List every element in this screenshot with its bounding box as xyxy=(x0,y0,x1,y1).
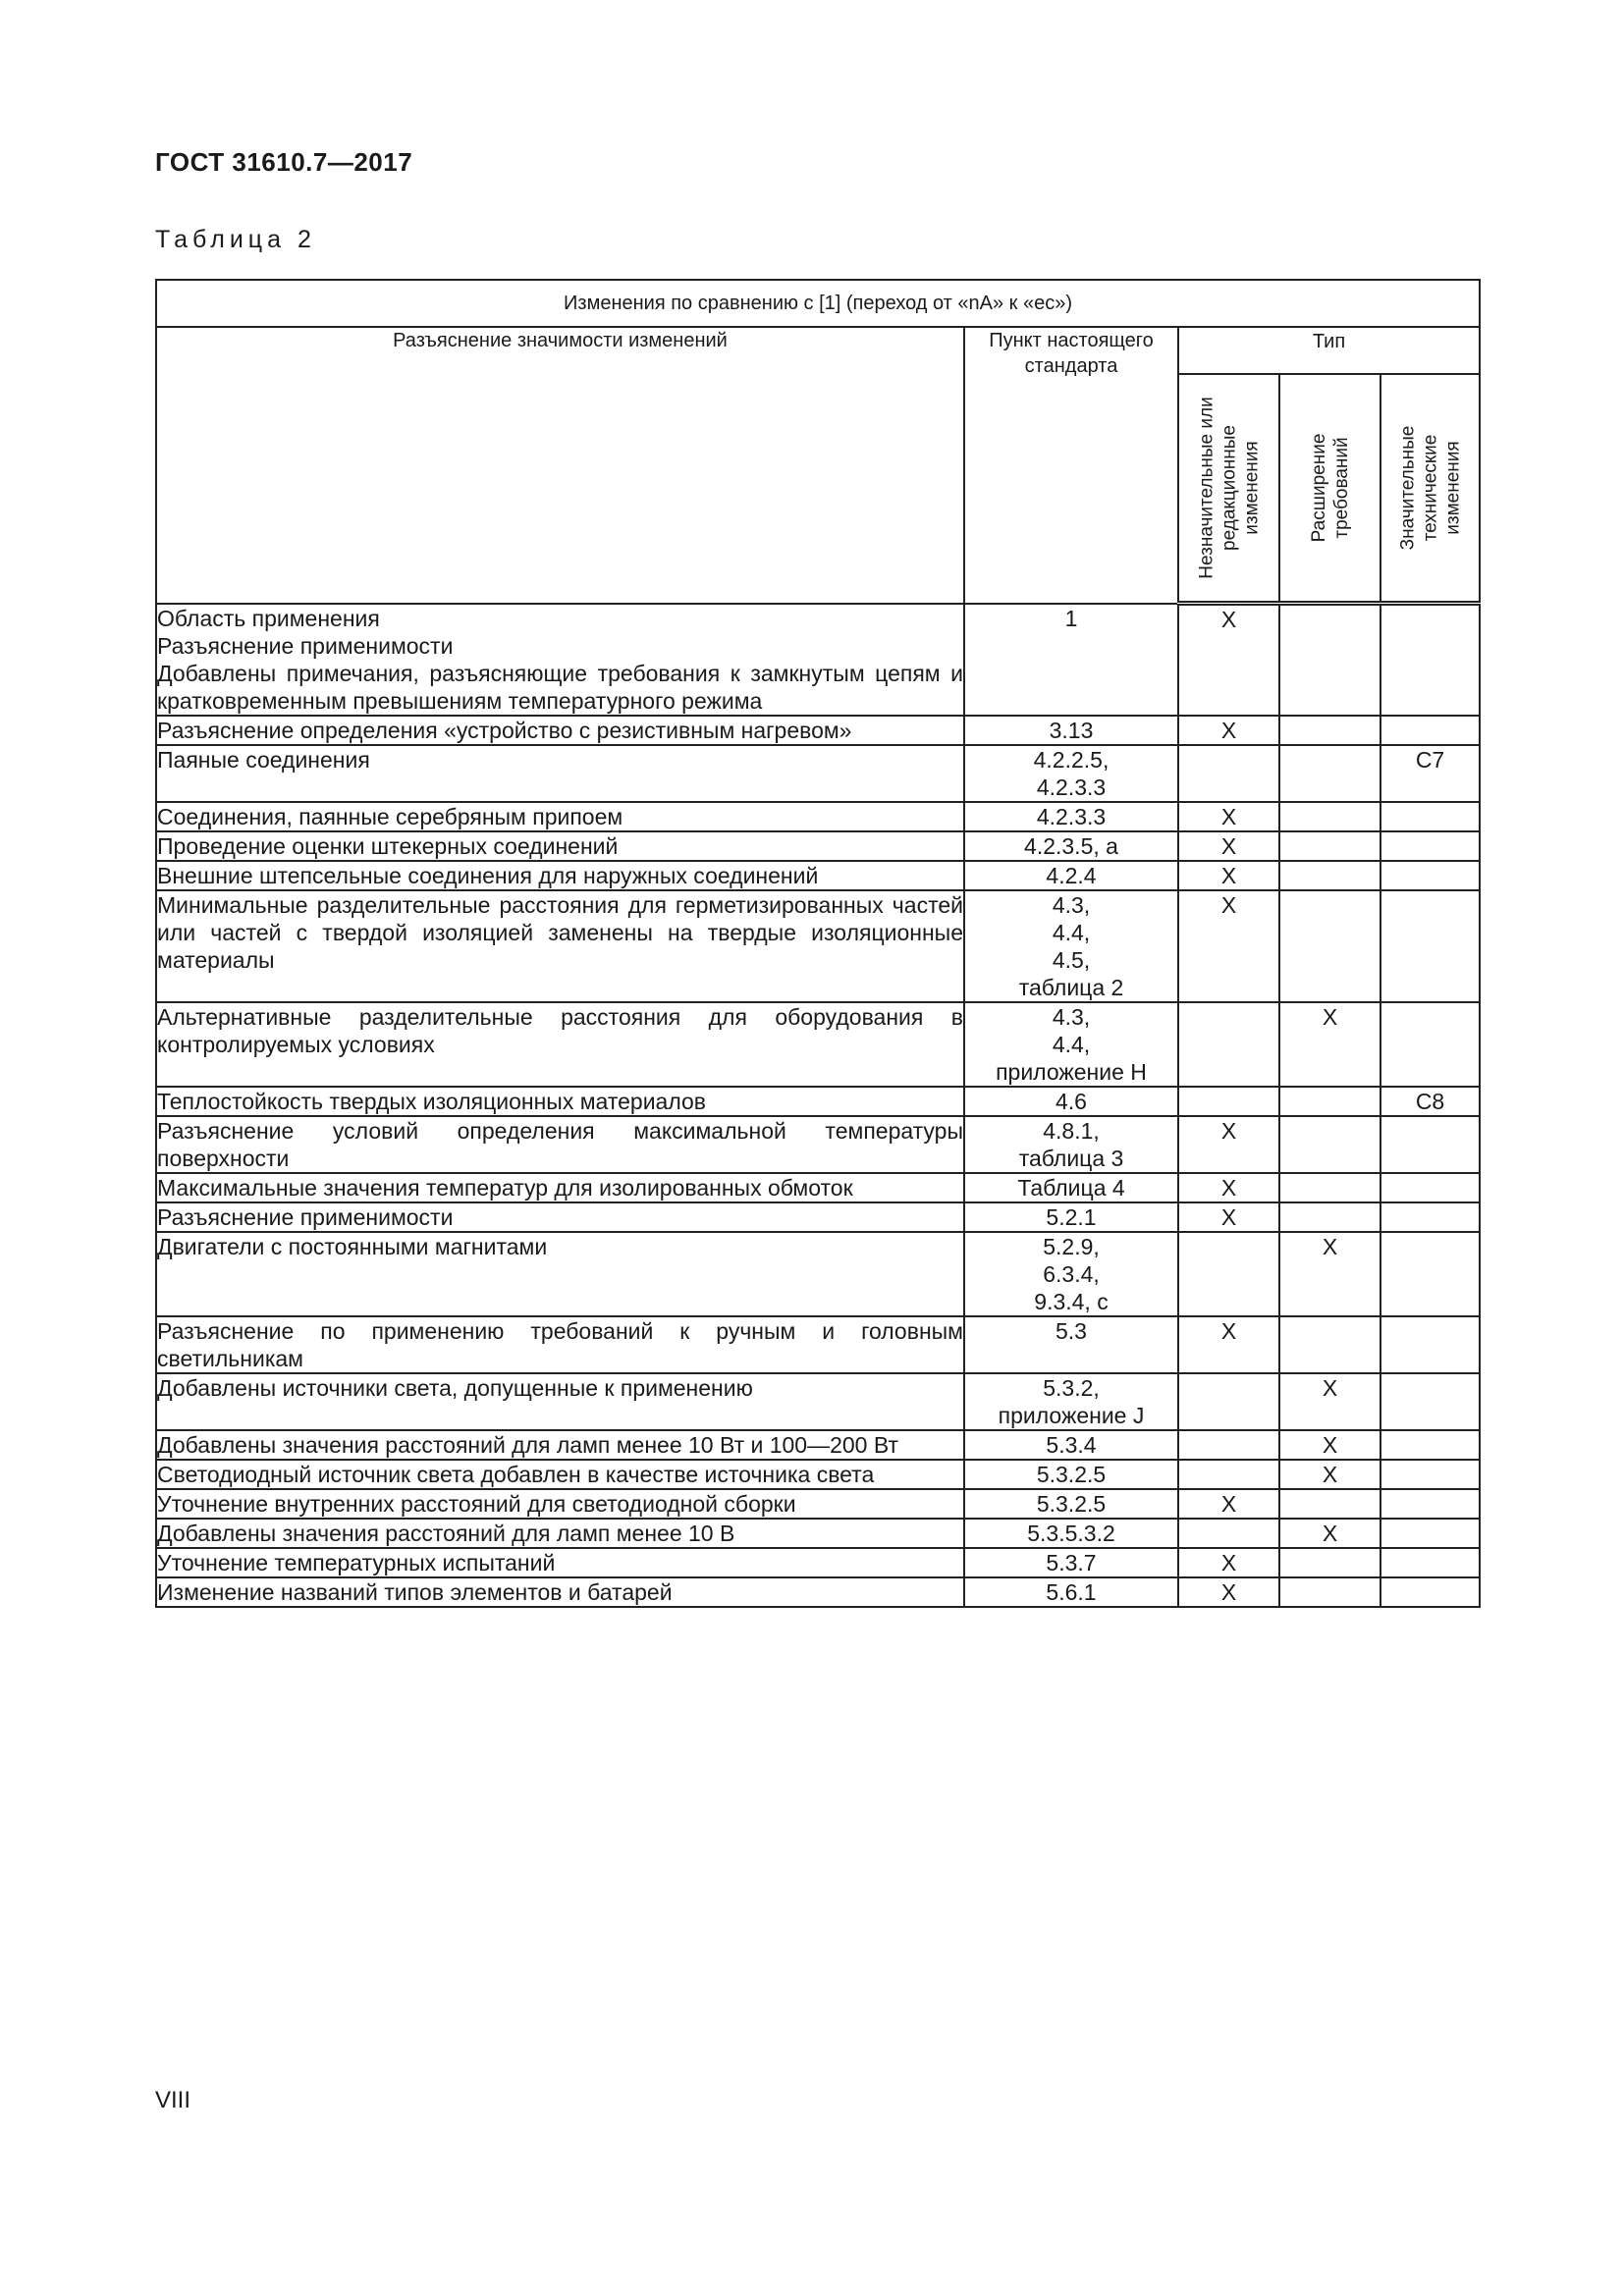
row-type-major xyxy=(1380,1519,1480,1548)
table-row xyxy=(156,1202,1480,1232)
header-description: Разъяснение значимости изменений xyxy=(156,327,964,604)
row-type-extension xyxy=(1279,1577,1380,1607)
row-description xyxy=(156,890,964,1002)
row-type-major xyxy=(1380,1202,1480,1232)
clause-line: 5.3.4 xyxy=(1046,1431,1097,1458)
row-type-minor: X xyxy=(1178,1577,1279,1607)
description-line: Паяные соединения xyxy=(157,746,370,773)
row-clause xyxy=(964,1087,1178,1116)
description-line: Альтернативные разделительные расстояния для оборудования в контролируемых условиях xyxy=(157,1003,963,1057)
table-row xyxy=(156,716,1480,745)
header-type-major: Значительные технические изменения xyxy=(1380,374,1480,604)
clause-line: приложение Н xyxy=(996,1058,1147,1085)
clause-line: 4.2.4 xyxy=(1046,862,1097,888)
row-description xyxy=(156,1548,964,1577)
row-type-major xyxy=(1380,1316,1480,1373)
row-type-minor xyxy=(1178,1430,1279,1460)
row-clause xyxy=(964,1173,1178,1202)
header-type: Тип xyxy=(1178,327,1480,374)
description-line: Область применения xyxy=(157,605,380,631)
row-type-minor: X xyxy=(1178,802,1279,831)
row-description xyxy=(156,1202,964,1232)
clause-line: 1 xyxy=(1064,605,1078,631)
row-type-minor: X xyxy=(1178,1489,1279,1519)
row-type-extension xyxy=(1279,890,1380,1002)
row-type-extension: X xyxy=(1279,1519,1380,1548)
header-type-minor: Незначительные или редакционные изменения xyxy=(1178,374,1279,604)
row-type-major xyxy=(1380,604,1480,716)
row-type-extension: X xyxy=(1279,1430,1380,1460)
row-clause xyxy=(964,745,1178,802)
row-type-minor xyxy=(1178,1232,1279,1316)
clause-line: 9.3.4, c xyxy=(1034,1288,1109,1314)
header-clause: Пункт настоящего стандарта xyxy=(964,327,1178,604)
row-type-extension xyxy=(1279,861,1380,890)
row-type-extension xyxy=(1279,1116,1380,1173)
row-type-extension: X xyxy=(1279,1002,1380,1087)
row-type-major xyxy=(1380,890,1480,1002)
row-type-extension xyxy=(1279,604,1380,716)
row-type-major xyxy=(1380,1232,1480,1316)
row-type-minor: X xyxy=(1178,1548,1279,1577)
description-line: Двигатели с постоянными магнитами xyxy=(157,1233,548,1259)
header-type-extension: Расширение требований xyxy=(1279,374,1380,604)
clause-line: таблица 2 xyxy=(1018,974,1124,1000)
row-type-extension xyxy=(1279,745,1380,802)
row-type-major xyxy=(1380,1548,1480,1577)
description-line: Уточнение внутренних расстояний для светодиодной сборки xyxy=(157,1490,796,1517)
row-type-major xyxy=(1380,716,1480,745)
row-type-minor: X xyxy=(1178,1116,1279,1173)
description-line: Уточнение температурных испытаний xyxy=(157,1549,556,1575)
clause-line: 4.3, xyxy=(1052,891,1091,918)
row-type-extension: X xyxy=(1279,1460,1380,1489)
row-description xyxy=(156,831,964,861)
row-type-extension: X xyxy=(1279,1373,1380,1430)
row-description xyxy=(156,802,964,831)
row-description xyxy=(156,1577,964,1607)
row-type-major xyxy=(1380,1489,1480,1519)
row-description xyxy=(156,1519,964,1548)
row-type-extension: X xyxy=(1279,1232,1380,1316)
clause-line: 4.2.3.5, a xyxy=(1024,832,1118,859)
row-description xyxy=(156,745,964,802)
row-type-minor xyxy=(1178,1373,1279,1430)
row-type-major xyxy=(1380,861,1480,890)
row-description xyxy=(156,1232,964,1316)
clause-line: 3.13 xyxy=(1049,717,1094,743)
row-type-minor: X xyxy=(1178,1202,1279,1232)
row-clause xyxy=(964,861,1178,890)
row-description xyxy=(156,1087,964,1116)
clause-line: 5.3.2.5 xyxy=(1036,1461,1107,1487)
description-line: Внешние штепсельные соединения для наружных соединений xyxy=(157,862,819,888)
clause-line: 4.3, xyxy=(1052,1003,1091,1030)
row-type-major xyxy=(1380,1116,1480,1173)
row-description xyxy=(156,1460,964,1489)
row-clause xyxy=(964,1577,1178,1607)
row-type-major xyxy=(1380,802,1480,831)
row-description xyxy=(156,1002,964,1087)
row-description xyxy=(156,1489,964,1519)
row-type-major xyxy=(1380,1002,1480,1087)
description-line: Разъяснение применимости xyxy=(157,1203,454,1230)
clause-line: 4.5, xyxy=(1052,946,1091,973)
row-clause xyxy=(964,716,1178,745)
description-line: Максимальные значения температур для изолированных обмоток xyxy=(157,1174,853,1201)
row-clause xyxy=(964,1489,1178,1519)
row-type-minor xyxy=(1178,1087,1279,1116)
row-type-minor xyxy=(1178,1519,1279,1548)
table-row xyxy=(156,1577,1480,1607)
row-type-extension xyxy=(1279,1173,1380,1202)
clause-line: 4.4, xyxy=(1052,1031,1091,1057)
document-title: ГОСТ 31610.7—2017 xyxy=(155,147,413,177)
row-clause xyxy=(964,1002,1178,1087)
clause-line: 5.2.9, xyxy=(1043,1233,1100,1259)
table-caption: Таблица 2 xyxy=(155,226,316,253)
clause-line: приложение J xyxy=(998,1402,1145,1428)
row-type-minor xyxy=(1178,1460,1279,1489)
row-description xyxy=(156,1373,964,1430)
table-row xyxy=(156,1519,1480,1548)
row-type-minor: X xyxy=(1178,1173,1279,1202)
clause-line: 5.6.1 xyxy=(1046,1578,1097,1605)
table-row xyxy=(156,745,1480,802)
row-description xyxy=(156,604,964,716)
row-clause xyxy=(964,1373,1178,1430)
row-type-extension xyxy=(1279,1202,1380,1232)
row-type-minor: X xyxy=(1178,861,1279,890)
row-type-extension xyxy=(1279,1316,1380,1373)
clause-line: таблица 3 xyxy=(1018,1145,1124,1171)
table-row xyxy=(156,1373,1480,1430)
description-line: Разъяснение условий определения максимальной температуры поверхности xyxy=(157,1117,963,1171)
table-row xyxy=(156,1173,1480,1202)
row-description xyxy=(156,1316,964,1373)
row-type-major xyxy=(1380,831,1480,861)
table-row xyxy=(156,802,1480,831)
clause-line: 5.3.5.3.2 xyxy=(1027,1520,1115,1546)
description-line: Добавлены значения расстояний для ламп менее 10 Вт и 100—200 Вт xyxy=(157,1431,898,1458)
changes-table xyxy=(155,279,1481,1608)
clause-line: 4.2.2.5, xyxy=(1033,746,1110,773)
description-line: Разъяснение определения «устройство с резистивным нагревом» xyxy=(157,717,852,743)
clause-line: 5.3.2, xyxy=(1043,1374,1100,1401)
table-row xyxy=(156,1116,1480,1173)
table-row xyxy=(156,1002,1480,1087)
row-clause xyxy=(964,604,1178,716)
clause-line: 4.2.3.3 xyxy=(1036,774,1107,800)
description-line: Соединения, паянные серебряным припоем xyxy=(157,803,623,829)
description-line: Минимальные разделительные расстояния для герметизированных частей или частей с твердой изоляцией заменены на твердые изоляционные материалы xyxy=(157,891,963,973)
clause-line: 4.4, xyxy=(1052,919,1091,945)
row-type-extension xyxy=(1279,831,1380,861)
row-description xyxy=(156,1430,964,1460)
row-clause xyxy=(964,831,1178,861)
clause-line: 5.2.1 xyxy=(1046,1203,1097,1230)
table-title: Изменения по сравнению с [1] (переход от «nA» к «ec») xyxy=(156,280,1480,327)
row-type-extension xyxy=(1279,1548,1380,1577)
table-row xyxy=(156,861,1480,890)
description-line: Разъяснение по применению требований к ручным и головным светильникам xyxy=(157,1317,963,1371)
row-description xyxy=(156,1116,964,1173)
row-type-major: C8 xyxy=(1380,1087,1480,1116)
table-row xyxy=(156,1489,1480,1519)
table-row xyxy=(156,1430,1480,1460)
row-description xyxy=(156,861,964,890)
description-line: Добавлены значения расстояний для ламп менее 10 В xyxy=(157,1520,735,1546)
row-type-extension xyxy=(1279,802,1380,831)
row-type-major xyxy=(1380,1373,1480,1430)
row-type-extension xyxy=(1279,1087,1380,1116)
row-clause xyxy=(964,1519,1178,1548)
description-line: Теплостойкость твердых изоляционных материалов xyxy=(157,1088,707,1114)
table-row xyxy=(156,890,1480,1002)
row-type-major xyxy=(1380,1173,1480,1202)
clause-line: Таблица 4 xyxy=(1017,1174,1125,1201)
row-clause xyxy=(964,890,1178,1002)
row-clause xyxy=(964,1548,1178,1577)
row-type-major: C7 xyxy=(1380,745,1480,802)
description-line: Светодиодный источник света добавлен в качестве источника света xyxy=(157,1461,875,1487)
description-line: Разъяснение применимости xyxy=(157,632,454,659)
table-row xyxy=(156,831,1480,861)
table-row xyxy=(156,1460,1480,1489)
row-type-major xyxy=(1380,1577,1480,1607)
row-clause xyxy=(964,1316,1178,1373)
row-type-extension xyxy=(1279,1489,1380,1519)
page-number: VIII xyxy=(155,2087,191,2113)
row-type-major xyxy=(1380,1460,1480,1489)
row-clause xyxy=(964,1202,1178,1232)
clause-line: 6.3.4, xyxy=(1043,1260,1100,1287)
clause-line: 4.8.1, xyxy=(1043,1117,1100,1144)
row-type-minor: X xyxy=(1178,716,1279,745)
clause-line: 4.2.3.3 xyxy=(1036,803,1107,829)
table-row xyxy=(156,1316,1480,1373)
clause-line: 4.6 xyxy=(1056,1088,1087,1114)
clause-line: 5.3 xyxy=(1056,1317,1087,1344)
row-type-major xyxy=(1380,1430,1480,1460)
row-type-minor: X xyxy=(1178,1316,1279,1373)
clause-line: 5.3.2.5 xyxy=(1036,1490,1107,1517)
row-description xyxy=(156,1173,964,1202)
description-line: Изменение названий типов элементов и батарей xyxy=(157,1578,673,1605)
row-type-minor: X xyxy=(1178,890,1279,1002)
row-clause xyxy=(964,1430,1178,1460)
row-type-minor: X xyxy=(1178,604,1279,716)
row-type-extension xyxy=(1279,716,1380,745)
row-type-minor: X xyxy=(1178,831,1279,861)
row-clause xyxy=(964,1116,1178,1173)
description-line: Добавлены примечания, разъясняющие требования к замкнутым цепям и кратковременным превышениям температурного режима xyxy=(157,660,963,714)
row-clause xyxy=(964,1460,1178,1489)
table-row xyxy=(156,604,1480,716)
table-row xyxy=(156,1087,1480,1116)
row-type-minor xyxy=(1178,745,1279,802)
clause-line: 5.3.7 xyxy=(1046,1549,1097,1575)
description-line: Проведение оценки штекерных соединений xyxy=(157,832,619,859)
row-description xyxy=(156,716,964,745)
row-type-minor xyxy=(1178,1002,1279,1087)
table-row xyxy=(156,1232,1480,1316)
description-line: Добавлены источники света, допущенные к применению xyxy=(157,1374,753,1401)
table-row xyxy=(156,1548,1480,1577)
row-clause xyxy=(964,802,1178,831)
row-clause xyxy=(964,1232,1178,1316)
